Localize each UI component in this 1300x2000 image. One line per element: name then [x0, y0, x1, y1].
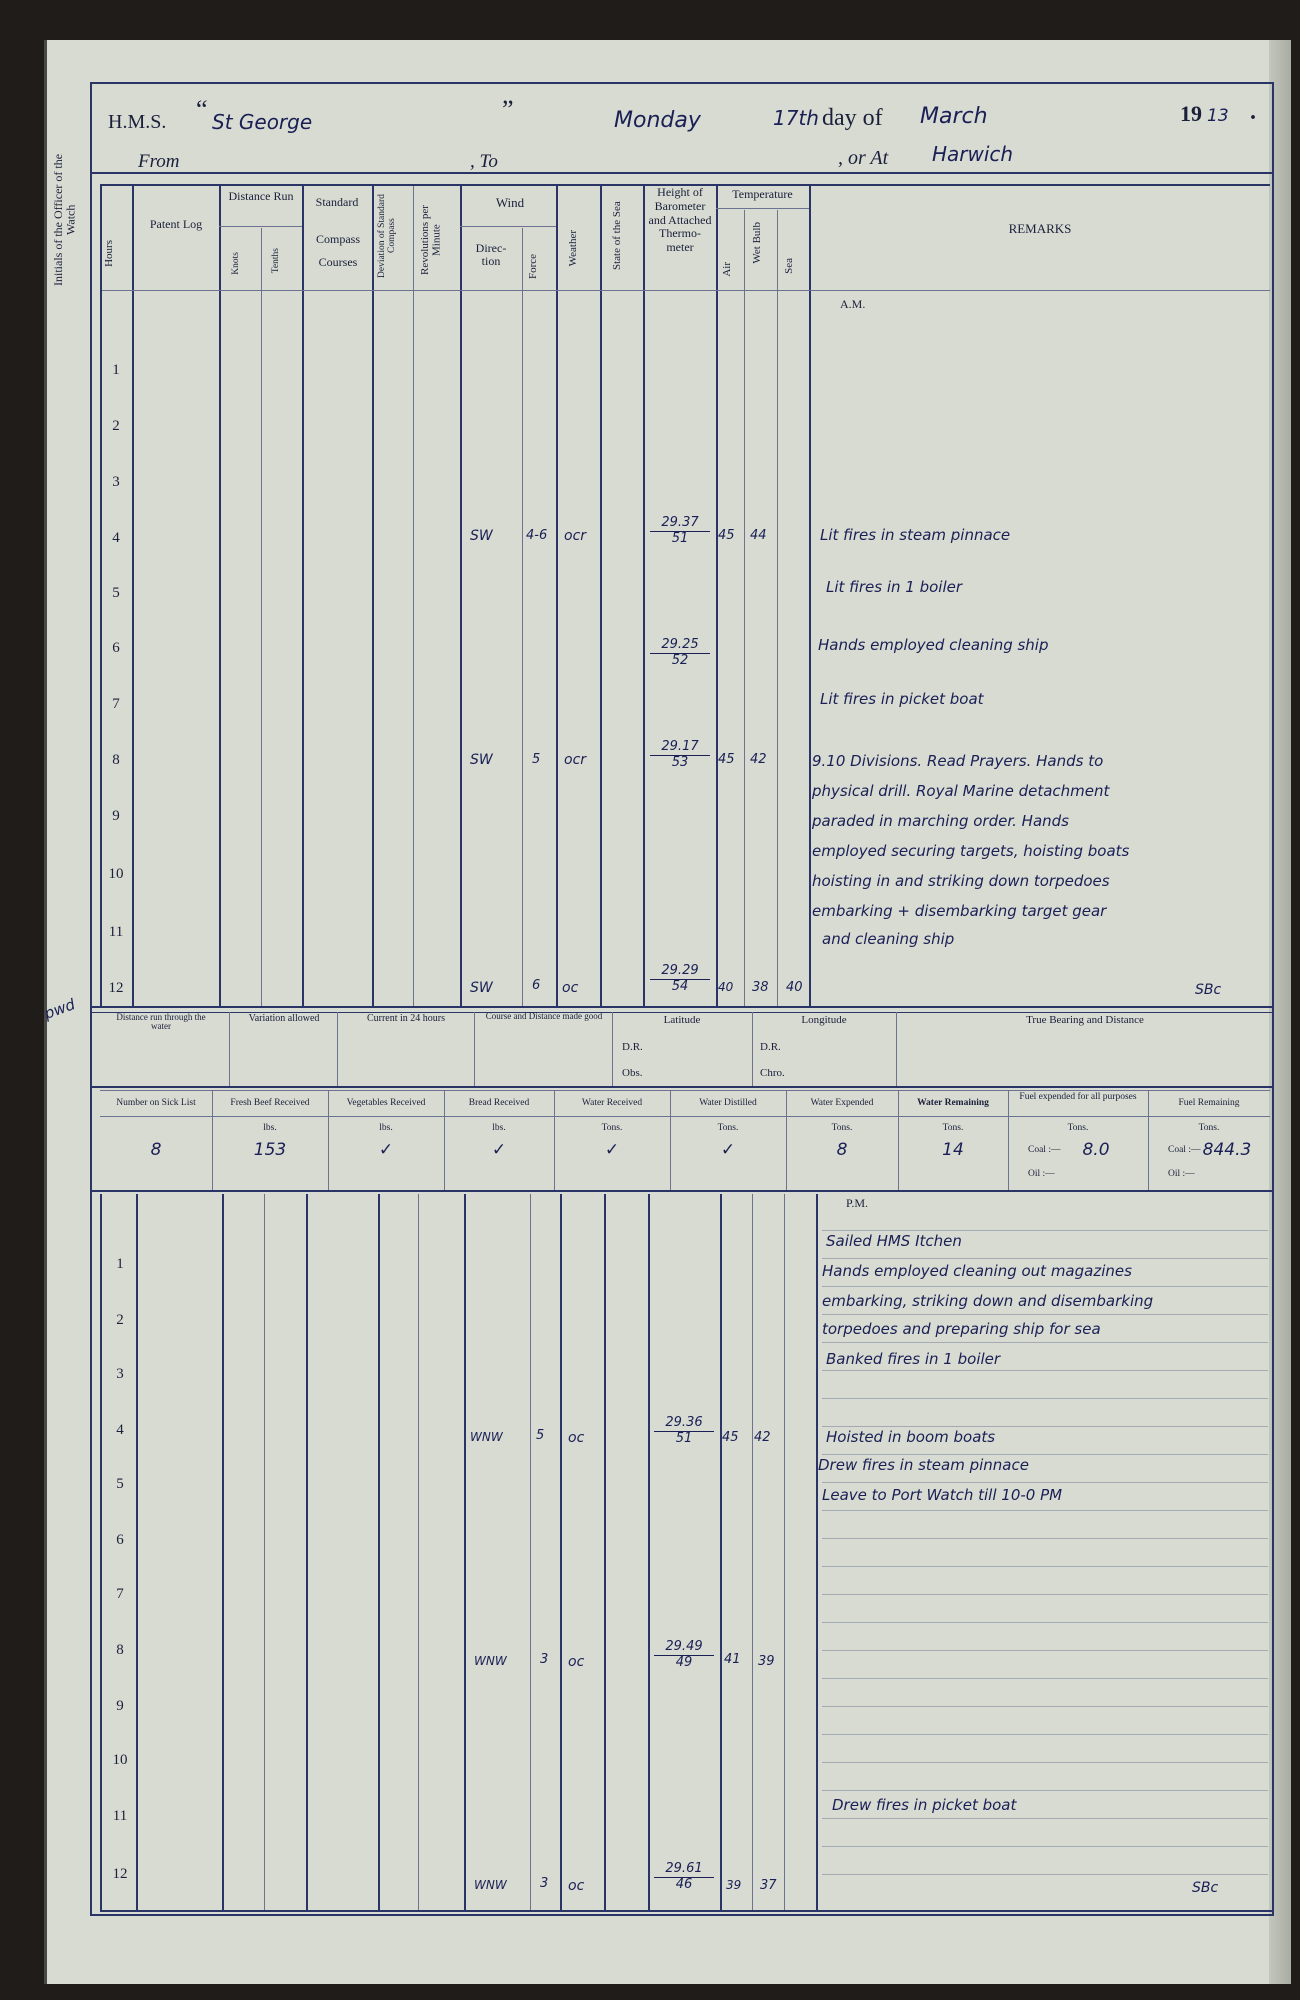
ruled-line: [822, 1790, 1268, 1791]
col-line: [716, 184, 718, 1006]
pm-hour-7: 7: [116, 1586, 124, 1602]
stores-header-1: Fresh Beef Received: [230, 1098, 310, 1108]
col-line: [777, 210, 778, 1006]
pm-remark-4: torpedoes and preparing ship for sea: [822, 1320, 1101, 1338]
am-hour-7: 7: [112, 696, 120, 712]
obs-label: Obs.: [622, 1067, 643, 1079]
pm-weather-12: oc: [568, 1878, 585, 1894]
mid-col: [896, 1012, 897, 1086]
pm-wet-8: 39: [758, 1654, 775, 1669]
stores-header-4: Water Received: [581, 1098, 643, 1108]
from-label: From: [138, 151, 180, 172]
pm-col: [378, 1194, 380, 1910]
mid-col: [752, 1012, 753, 1086]
remarks-header: REMARKS: [1008, 221, 1072, 236]
am-hour-6: 6: [112, 640, 120, 656]
ruled-line: [822, 1370, 1268, 1371]
am-hour-4: 4: [112, 530, 120, 546]
pm-air-4: 45: [722, 1430, 739, 1445]
ruled-line: [822, 1230, 1268, 1231]
weather-header: Weather: [567, 230, 579, 267]
am-hour-12: 12: [108, 980, 124, 996]
stores-unit-4: Tons.: [601, 1123, 623, 1133]
pm-force-4: 5: [536, 1428, 545, 1443]
stores-unit-5: Tons.: [717, 1123, 739, 1133]
ruled-line: [822, 1622, 1268, 1623]
pm-col: [306, 1194, 308, 1910]
temperature-header: Temperature: [732, 187, 793, 201]
pm-col: [752, 1194, 753, 1910]
stores-header-0: Number on Sick List: [116, 1098, 196, 1108]
am-force-12: 6: [532, 978, 541, 993]
header-divider: [90, 172, 1272, 174]
middle-bottom: [90, 1086, 1272, 1088]
pm-dir-4: WNW: [470, 1430, 503, 1444]
am-hour-11: 11: [108, 924, 124, 940]
ruled-line: [822, 1538, 1268, 1539]
ruled-line: [822, 1846, 1268, 1847]
pm-hour-11: 11: [112, 1808, 128, 1824]
stores-value-1: 153: [253, 1140, 287, 1160]
dist-through-water: Distance run through the water: [116, 1012, 206, 1032]
stores-unit-9: Tons.: [1198, 1123, 1220, 1133]
pm-col: [530, 1194, 531, 1910]
pm-remark-5: Banked fires in 1 boiler: [826, 1350, 1001, 1368]
ruled-line: [822, 1426, 1268, 1427]
course-distance: Course and Distance made good: [485, 1011, 603, 1021]
am-remark-5: 9.10 Divisions. Read Prayers. Hands to: [812, 752, 1104, 770]
stores-header-7: Water Remaining: [917, 1098, 989, 1108]
chro-label: Chro.: [760, 1067, 785, 1079]
coal-label-1: Coal :—: [1168, 1145, 1201, 1155]
pm-col: [222, 1194, 224, 1910]
pm-col: [816, 1194, 818, 1910]
stores-unit-6: Tons.: [831, 1123, 853, 1133]
pm-dir-12: WNW: [474, 1878, 507, 1892]
hours-header: Hours: [103, 240, 115, 267]
mid-col: [229, 1012, 230, 1086]
am-hour-2: 2: [112, 418, 120, 434]
ruled-line: [822, 1566, 1268, 1567]
year-suffix: 13: [1207, 106, 1229, 126]
pm-remark-2: Hands employed cleaning out magazines: [822, 1262, 1132, 1280]
pm-col: [604, 1194, 606, 1910]
stores-header-9: Fuel Remaining: [1178, 1098, 1240, 1108]
year-prefix: 19: [1180, 101, 1202, 126]
header-bottom: [100, 290, 1270, 291]
barometer-header: Height of Barometer and Attached Thermo-meter: [648, 185, 712, 255]
stores-value-0: 8: [150, 1140, 162, 1160]
am-dir-12: SW: [470, 980, 493, 996]
stores-unit-2: lbs.: [379, 1123, 393, 1133]
stores-header-3: Bread Received: [468, 1098, 530, 1108]
pm-hour-3: 3: [116, 1366, 124, 1382]
ruled-line: [822, 1314, 1268, 1315]
pm-remark-1: Sailed HMS Itchen: [826, 1232, 962, 1250]
stores-value-7: 14: [942, 1140, 964, 1160]
ruled-line: [822, 1258, 1268, 1259]
pm-col: [464, 1194, 466, 1910]
am-hour-8: 8: [112, 752, 120, 768]
am-remark-3: Hands employed cleaning ship: [818, 636, 1049, 654]
pm-force-8: 3: [540, 1652, 549, 1667]
true-bearing: True Bearing and Distance: [1026, 1014, 1144, 1026]
am-remark-9: hoisting in and striking down torpedoes: [812, 872, 1110, 890]
pm-col: [418, 1194, 419, 1910]
ruled-line: [822, 1510, 1268, 1511]
pm-weather-8: oc: [568, 1654, 585, 1670]
col-line: [132, 184, 134, 1006]
stores-hdr-line: [100, 1116, 1270, 1117]
stores-value-4: ✓: [604, 1140, 620, 1160]
side-label: Initials of the Officer of the Watch: [51, 153, 78, 287]
pm-hour-12: 12: [112, 1866, 128, 1882]
direction-header: Direc-tion: [475, 241, 507, 268]
stores-col: [1008, 1090, 1009, 1190]
header-period: .: [1250, 99, 1256, 125]
col-line: [643, 184, 645, 1006]
open-quote: “: [196, 95, 208, 124]
dr-label-lat: D.R.: [622, 1041, 643, 1053]
stores-header-5: Water Distilled: [699, 1098, 757, 1108]
pm-col: [648, 1194, 650, 1910]
am-hour-5: 5: [112, 585, 120, 601]
stores-header-8: Fuel expended for all purposes: [1019, 1092, 1137, 1102]
ruled-line: [822, 1678, 1268, 1679]
ruled-line: [822, 1650, 1268, 1651]
pm-air-12: 39: [726, 1878, 742, 1892]
pm-remark-6: Hoisted in boom boats: [826, 1428, 996, 1446]
am-weather-12: oc: [562, 980, 579, 996]
am-air-4: 45: [718, 528, 735, 543]
to-label: , To: [470, 151, 498, 172]
pm-remark-7: Drew fires in steam pinnace: [818, 1456, 1029, 1474]
pm-air-8: 41: [724, 1652, 741, 1667]
am-weather-4: ocr: [564, 528, 587, 544]
stores-value-2: ✓: [378, 1140, 394, 1160]
revolutions-header: Revolutions per Minute: [419, 205, 443, 275]
am-remark-7: paraded in marching order. Hands: [812, 812, 1069, 830]
day-name: Monday: [614, 108, 701, 133]
col-line: [556, 184, 558, 1006]
pm-initials: SBc: [1192, 1880, 1219, 1896]
stores-top: [100, 1090, 1270, 1091]
pm-force-12: 3: [540, 1876, 549, 1891]
pm-wet-12: 37: [760, 1878, 777, 1893]
stores-bottom: [90, 1190, 1272, 1192]
pm-hour-1: 1: [116, 1256, 124, 1272]
standard-header: Standard: [315, 195, 359, 209]
at-place: Harwich: [932, 142, 1014, 166]
row-line: [219, 226, 302, 227]
pm-remark-9: Drew fires in picket boat: [832, 1796, 1017, 1814]
pm-baro-12: 29.61 46: [654, 1862, 714, 1893]
pm-baro-8: 29.49 49: [654, 1640, 714, 1671]
pm-baro-4: 29.36 51: [654, 1416, 714, 1447]
stores-header-6: Water Expended: [810, 1098, 874, 1108]
stores-unit-3: lbs.: [492, 1123, 506, 1133]
am-label: A.M.: [840, 297, 866, 311]
hms-prefix: H.M.S.: [108, 111, 167, 133]
pm-bottom: [100, 1910, 1272, 1912]
tenths-header: Tenths: [271, 248, 281, 274]
pm-col: [136, 1194, 138, 1910]
pm-col: [100, 1194, 102, 1910]
ruled-line: [822, 1286, 1268, 1287]
am-remark-1: Lit fires in steam pinnace: [820, 526, 1011, 544]
pm-remark-3: embarking, striking down and disembarking: [822, 1292, 1154, 1310]
wet-bulb-header: Wet Bulb: [751, 222, 763, 264]
latitude-label: Latitude: [663, 1014, 701, 1026]
am-force-8: 5: [532, 752, 541, 767]
ruled-line: [822, 1342, 1268, 1343]
am-remark-6: physical drill. Royal Marine detachment: [812, 782, 1110, 800]
pm-col: [264, 1194, 265, 1910]
pm-weather-4: oc: [568, 1430, 585, 1446]
pm-hour-10: 10: [112, 1752, 128, 1768]
am-dir-8: SW: [470, 752, 493, 768]
col-line: [261, 228, 262, 1006]
stores-unit-7: Tons.: [942, 1123, 964, 1133]
mid-col: [474, 1012, 475, 1086]
am-baro-8: 29.17 53: [650, 740, 710, 771]
am-remark-2: Lit fires in 1 boiler: [826, 578, 963, 596]
oil-label-0: Oil :—: [1028, 1169, 1055, 1179]
compass-courses-header: Compass Courses: [315, 232, 360, 269]
row-line: [460, 226, 556, 227]
day-num: 17th: [773, 106, 819, 130]
ruled-line: [822, 1734, 1268, 1735]
am-hour-10: 10: [108, 866, 124, 882]
variation-allowed: Variation allowed: [248, 1013, 320, 1024]
pm-hour-2: 2: [116, 1312, 124, 1328]
ruled-line: [822, 1706, 1268, 1707]
col-line: [522, 228, 523, 1006]
close-quote: ”: [502, 95, 514, 124]
col-line: [600, 184, 602, 1006]
wind-header: Wind: [495, 195, 525, 210]
ship-name: St George: [212, 110, 313, 134]
col-line: [460, 184, 462, 1006]
month: March: [920, 104, 988, 129]
stores-header-2: Vegetables Received: [346, 1098, 426, 1108]
am-baro-6: 29.25 52: [650, 638, 710, 669]
dr-label-long: D.R.: [760, 1041, 781, 1053]
pm-hour-6: 6: [116, 1532, 124, 1548]
am-hour-1: 1: [112, 362, 120, 378]
ruled-line: [822, 1482, 1268, 1483]
am-wet-12: 38: [752, 980, 769, 995]
col-line: [219, 184, 221, 1006]
pm-wet-4: 42: [754, 1430, 771, 1445]
ruled-line: [822, 1818, 1268, 1819]
col-line: [413, 184, 414, 1006]
am-force-4: 4-6: [526, 528, 548, 543]
am-baro-12: 29.29 54: [650, 964, 710, 995]
deviation-header: Deviation of Standard Compass: [377, 194, 397, 278]
stores-value-6: 8: [836, 1140, 848, 1160]
col-line: [809, 184, 811, 1006]
pm-hour-9: 9: [116, 1698, 124, 1714]
am-remark-4: Lit fires in picket boat: [820, 690, 984, 708]
stores-value-8: 8.0: [1082, 1140, 1110, 1160]
ruled-line: [822, 1454, 1268, 1455]
am-air-8: 45: [718, 752, 735, 767]
stores-value-9: 844.3: [1202, 1140, 1252, 1160]
stores-value-5: ✓: [720, 1140, 736, 1160]
pm-hour-4: 4: [116, 1422, 124, 1438]
stores-unit-8: Tons.: [1067, 1123, 1089, 1133]
row-line: [716, 208, 809, 209]
air-header: Air: [721, 262, 733, 277]
pm-col: [720, 1194, 722, 1910]
pm-dir-8: WNW: [474, 1654, 507, 1668]
pm-col: [784, 1194, 785, 1910]
pm-col: [560, 1194, 562, 1910]
stores-unit-1: lbs.: [263, 1123, 277, 1133]
am-remark-11: and cleaning ship: [822, 930, 955, 948]
ruled-line: [822, 1594, 1268, 1595]
ruled-line: [822, 1874, 1268, 1875]
at-label: , or At: [838, 147, 889, 169]
stores-value-3: ✓: [491, 1140, 507, 1160]
knots-header: Knots: [231, 252, 241, 275]
am-baro-4: 29.37 51: [650, 516, 710, 547]
pm-hour-8: 8: [116, 1642, 124, 1658]
coal-label-0: Coal :—: [1028, 1145, 1061, 1155]
am-wet-8: 42: [750, 752, 767, 767]
mid-col: [612, 1012, 613, 1086]
patent-log-header: Patent Log: [149, 217, 203, 231]
am-hour-9: 9: [112, 808, 120, 824]
am-dir-4: SW: [470, 528, 493, 544]
am-wet-4: 44: [750, 528, 767, 543]
am-air-12: 40: [718, 980, 734, 994]
col-line: [372, 184, 374, 1006]
am-weather-8: ocr: [564, 752, 587, 768]
current-24h: Current in 24 hours: [366, 1013, 446, 1024]
pm-hour-5: 5: [116, 1476, 124, 1492]
state-sea-header: State of the Sea: [611, 201, 623, 271]
margin-note: pwd: [41, 995, 78, 1023]
mid-col: [337, 1012, 338, 1086]
sea-header: Sea: [783, 258, 795, 274]
force-header: Force: [527, 254, 539, 280]
ruled-line: [822, 1398, 1268, 1399]
pm-remark-8: Leave to Port Watch till 10-0 PM: [822, 1486, 1063, 1504]
am-sea-12: 40: [786, 980, 803, 995]
am-hour-3: 3: [112, 474, 120, 490]
day-of-label: day of: [822, 105, 883, 131]
ruled-line: [822, 1762, 1268, 1763]
middle-top: [90, 1006, 1272, 1008]
am-remark-8: employed securing targets, hoisting boats: [812, 842, 1130, 860]
pm-label: P.M.: [846, 1196, 869, 1210]
am-remark-10: embarking + disembarking target gear: [812, 902, 1107, 920]
col-line: [302, 184, 304, 1006]
oil-label-1: Oil :—: [1168, 1169, 1195, 1179]
am-initials: SBc: [1195, 982, 1222, 998]
distance-run-header: Distance Run: [228, 189, 294, 203]
col-line: [744, 210, 745, 1006]
longitude-label: Longitude: [801, 1014, 847, 1026]
